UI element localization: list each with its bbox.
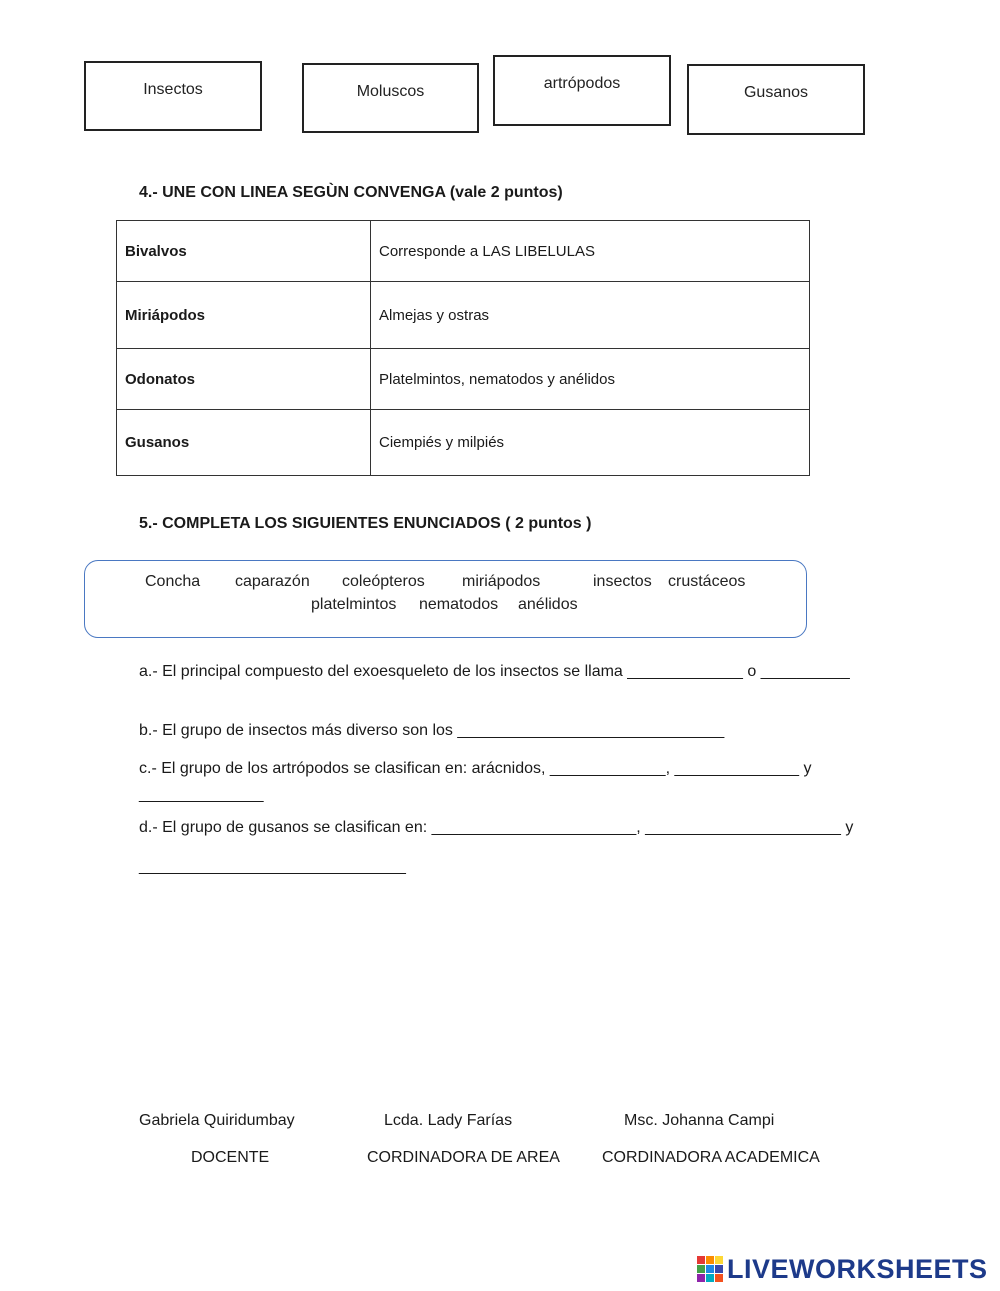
statement-d: d.- El grupo de gusanos se clasifican en: _______________________, ______________________ y [139,819,854,836]
signature-name-area: Lcda. Lady Farías [384,1112,513,1129]
term-cell: Gusanos [117,410,371,476]
signature-role-docente: DOCENTE [191,1149,270,1166]
category-label: Moluscos [356,83,425,100]
definition-cell: Platelmintos, nematodos y anélidos [371,349,810,410]
category-box-gusanos [687,64,865,135]
table-row [117,221,810,282]
statement-b: b.- El grupo de insectos más diverso son los ______________________________ [139,722,725,739]
statement-c: c.- El grupo de los artrópodos se clasifican en: arácnidos, _____________, ______________ y [139,760,812,777]
logo-text: LIVEWORKSHEETS [727,1253,988,1284]
signature-name-academica: Msc. Johanna Campi [624,1112,775,1129]
statement-a: a.- El principal compuesto del exoesqueleto de los insectos se llama _____________ o __________ [139,663,850,680]
word-bank-item: coleópteros [342,573,425,590]
word-bank-item: platelmintos [311,596,397,613]
statement-c-continuation: ______________ [139,786,264,803]
term-cell: Bivalvos [117,221,371,282]
signature-role-area: CORDINADORA DE AREA [367,1149,560,1166]
section-4-title: 4.- UNE CON LINEA SEGÙN CONVENGA (vale 2 puntos) [139,184,563,201]
word-bank-item: nematodos [419,596,499,613]
term-cell: Odonatos [117,349,371,410]
definition-cell: Ciempiés y milpiés [371,410,810,476]
table-row [117,410,810,476]
table-row [117,282,810,349]
signature-name-docente: Gabriela Quiridumbay [139,1112,295,1129]
category-label: Insectos [143,81,203,98]
liveworksheets-logo[interactable] [697,1253,988,1285]
category-label: Gusanos [743,84,809,101]
signature-role-academica: CORDINADORA ACADEMICA [602,1149,820,1166]
word-bank-item: Concha [145,573,201,590]
matching-table [116,220,810,476]
statement-d-continuation: ______________________________ [139,858,406,875]
word-bank-item: caparazón [235,573,310,590]
word-bank-item: insectos [593,573,652,590]
definition-cell: Almejas y ostras [371,282,810,349]
category-box-insectos [84,61,262,131]
word-bank [84,560,807,638]
term-cell: Miriápodos [117,282,371,349]
logo-grid-icon [697,1256,723,1282]
word-bank-item: crustáceos [668,573,746,590]
table-row [117,349,810,410]
category-box-artropodos [493,55,671,126]
section-5-title: 5.- COMPLETA LOS SIGUIENTES ENUNCIADOS ( 2 puntos ) [139,515,592,532]
category-label: artrópodos [543,75,621,92]
definition-cell: Corresponde a LAS LIBELULAS [371,221,810,282]
word-bank-item: anélidos [518,596,578,613]
word-bank-item: miriápodos [462,573,541,590]
category-box-moluscos [302,63,479,133]
